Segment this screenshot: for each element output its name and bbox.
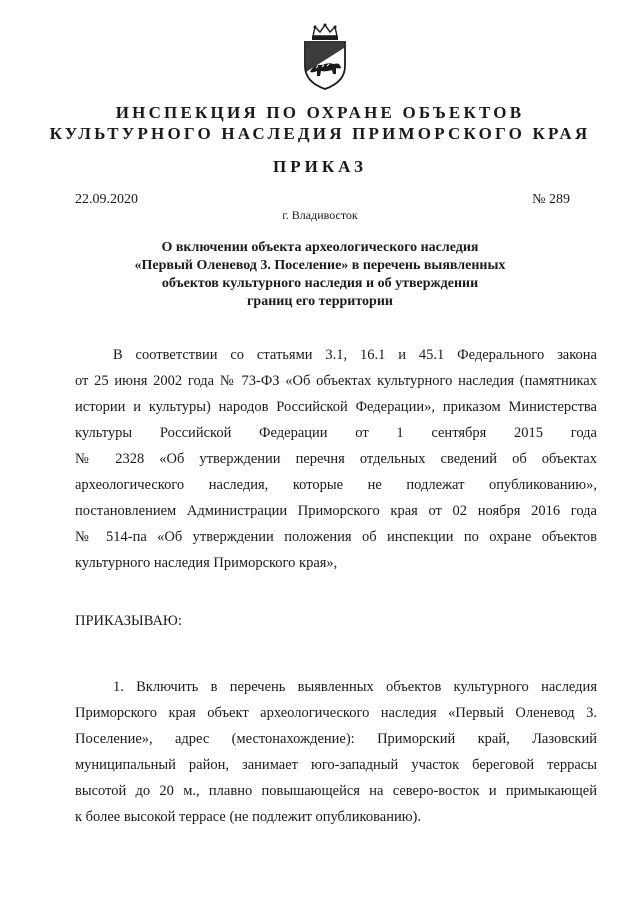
preamble-line: культурного наследия Приморского края», [75,555,338,571]
order-directive: ПРИКАЗЫВАЮ: [75,613,182,629]
item-1-line: Приморского края объект археологического наследия «Первый Оленевод 3. [75,705,597,721]
preamble-line: № 2328 «Об утверждении перечня отдельных сведений об объектах [75,451,597,467]
organization-name-line-2: КУЛЬТУРНОГО НАСЛЕДИЯ ПРИМОРСКОГО КРАЯ [49,124,591,143]
item-1-line: к более высокой террасе (не подлежит опубликованию). [75,809,422,825]
coat-of-arms-emblem [296,22,354,92]
preamble-line: № 514-па «Об утверждении положения об инспекции по охране объектов [75,529,597,545]
document-date: 22.09.2020 [75,192,138,207]
preamble-line: истории и культуры) народов Российской Федерации», приказом Министерства [75,399,597,415]
document-city: г. Владивосток [282,208,358,222]
item-1-line: высотой до 20 м., плавно повышающейся на северо-восток и примыкающей [75,783,597,799]
organization-name-line-1: ИНСПЕКЦИЯ ПО ОХРАНЕ ОБЪЕКТОВ [115,103,525,122]
document-title-line: «Первый Оленевод 3. Поселение» в перечень выявленных [134,258,506,273]
preamble-line: В соответствии со статьями 3.1, 16.1 и 45.1 Федерального закона [113,347,597,363]
preamble-line: от 25 июня 2002 года № 73-ФЗ «Об объектах культурного наследия (памятниках [75,373,597,389]
preamble-line: археологического наследия, которые не подлежат опубликованию», [75,477,597,493]
preamble-line: постановлением Администрации Приморского края от 02 ноября 2016 года [75,503,597,519]
document-title-line: объектов культурного наследия и об утверждении [161,276,479,291]
document-type-heading: ПРИКАЗ [273,157,367,176]
item-1-line: 1. Включить в перечень выявленных объектов культурного наследия [113,679,597,695]
document-title-line: О включении объекта археологического наследия [161,240,479,255]
item-1-line: муниципальный район, занимает юго-западный участок береговой террасы [75,757,597,773]
document-number: № 289 [532,192,570,207]
item-1-line: Поселение», адрес (местонахождение): Приморский край, Лазовский [75,731,597,747]
document-title-line: границ его территории [247,294,393,309]
preamble-line: культуры Российской Федерации от 1 сентября 2015 года [75,425,597,441]
